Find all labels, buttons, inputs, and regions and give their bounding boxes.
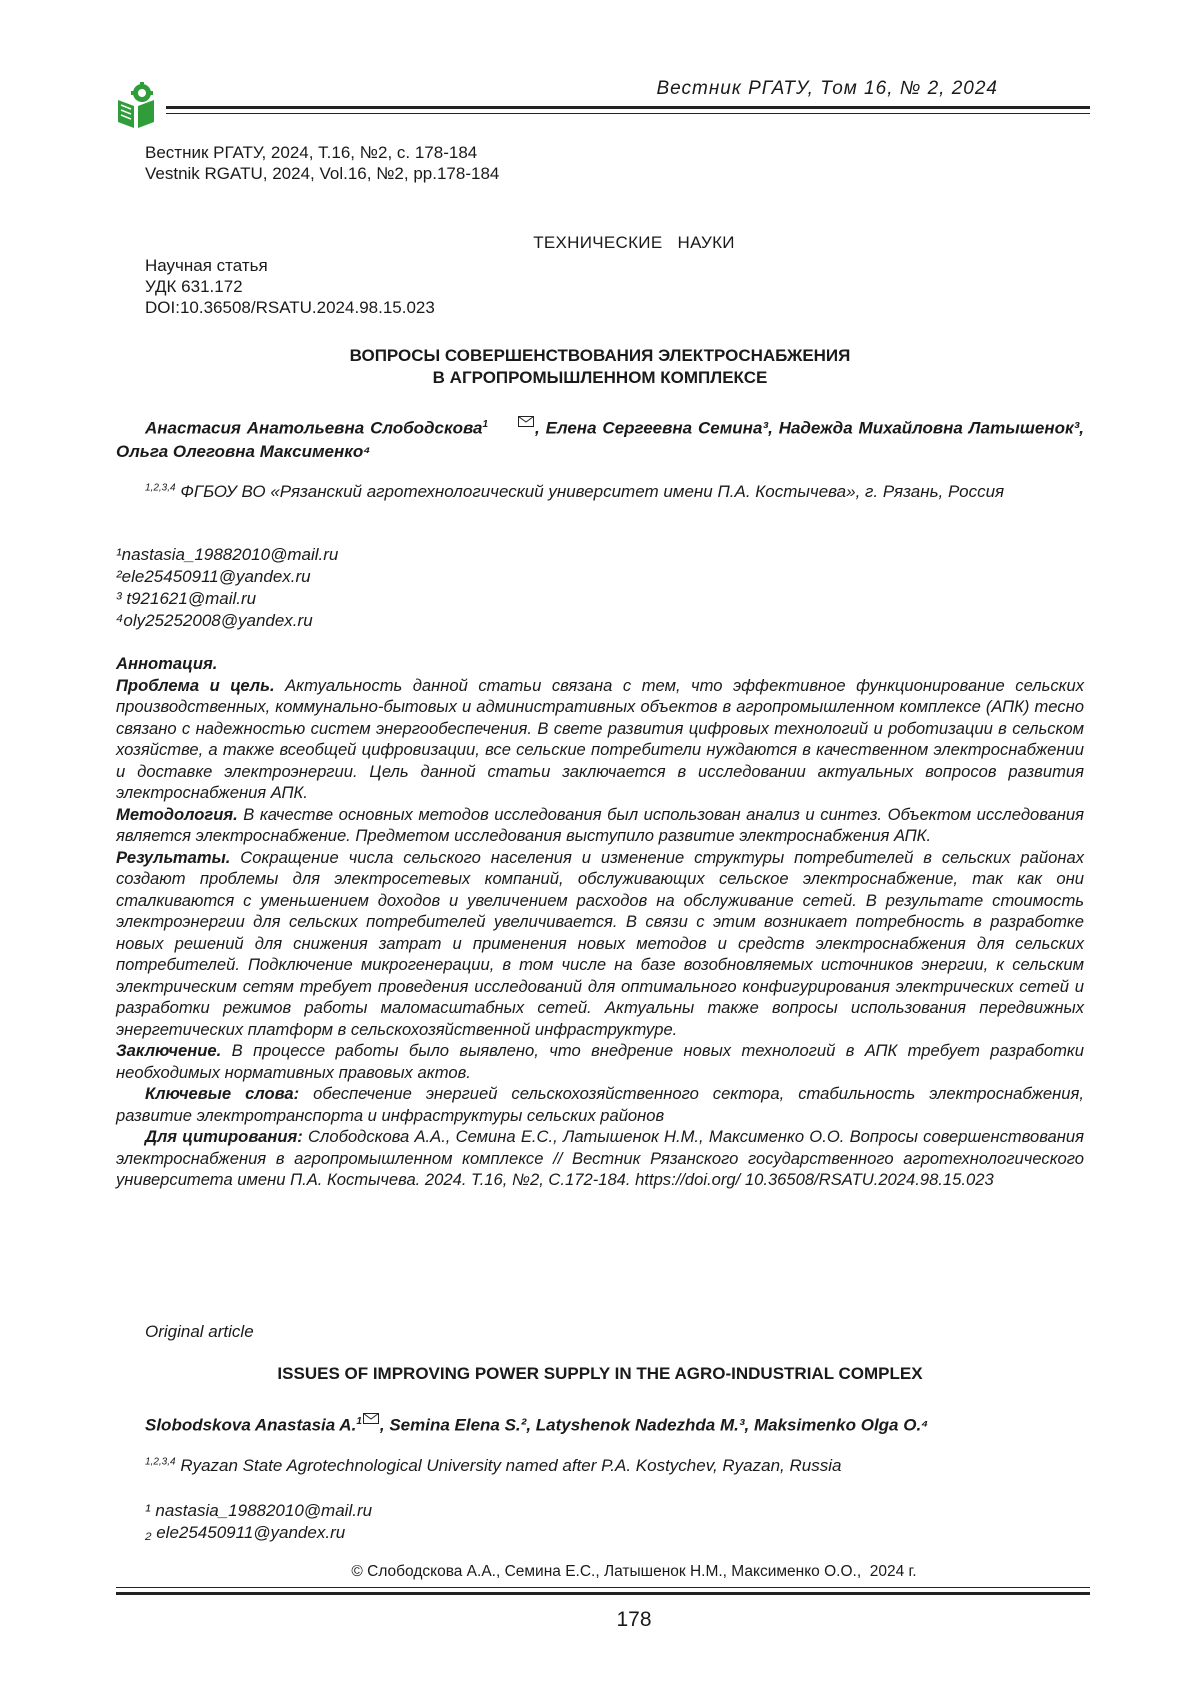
citation-en: Vestnik RGATU, 2024, Vol.16, №2, pp.178-184 (145, 164, 500, 183)
page-number: 178 (616, 1608, 652, 1631)
title-ru-line2: В АГРОПРОМЫШЛЕННОМ КОМПЛЕКСЕ (432, 368, 768, 387)
affiliation-en-text: Ryazan State Agrotechnological University named after P.A. Kostychev, Ryazan, Russia (175, 1456, 842, 1475)
keywords-label: Ключевые слова: (145, 1084, 300, 1103)
abstract-heading: Аннотация. (116, 654, 218, 673)
email-1: ¹nastasia_19882010@mail.ru (116, 545, 339, 564)
conclusion-label: Заключение. (116, 1041, 222, 1060)
results-label: Результаты. (116, 847, 231, 867)
email-4: ⁴oly25252008@yandex.ru (116, 611, 313, 630)
header-rule-thick (166, 106, 1090, 109)
journal-logo-icon (116, 82, 156, 130)
method-label: Методология. (116, 804, 238, 824)
affiliation-en (145, 1456, 841, 1476)
email-3: ³ t921621@mail.ru (116, 589, 257, 608)
footer-rule-thick (116, 1592, 1090, 1595)
keywords-text: обеспечение энергией сельскохозяйственного сектора, стабильность электроснабжения, развитие электротранспорта и инфраструктуры сельских районов (116, 1084, 1084, 1125)
email-en-2: ₂ ele25450911@yandex.ru (145, 1523, 346, 1542)
article-title-en: ISSUES OF IMPROVING POWER SUPPLY IN THE AGRO-INDUSTRIAL COMPLEX (277, 1364, 923, 1383)
affiliation-ru (116, 480, 1084, 503)
results-text: Сокращение числа сельского населения и изменение структуры потребителей в сельских районах создают проблемы для электросетевых компаний, обслуживающих сельское электроснабжение, так как они сталкиваются с уменьшением доходов и увеличением расходов на обслуживание сетей. В результате стоимость электроэнергии для сельских потребителей увеличивается. В связи с этим возникает потребность в разработке новых решений для снижения затрат и применения новых методов и средств электроснабжения для сельских потребителей. Подключение микрогенерации, в том числе на базе возобновляемых источников энергии, к сельским электрическим сетям требует проведения исследований для оптимального конфигурирования электрических сетей и разработки режимов работы маломасштабных сетей. Актуальны также вопросы использования передвижных энергетических платформ в сельскохозяйственной инфраструктуре. (116, 847, 1084, 1039)
copyright: © Слободскова А.А., Семина Е.С., Латышенок Н.М., Максименко О.О., 2024 г. (351, 1563, 917, 1580)
problem-label: Проблема и цель. (116, 675, 275, 695)
footer-rule-thin (116, 1587, 1090, 1588)
citation-ru: Вестник РГАТУ, 2024, Т.16, №2, с. 178-184 (145, 143, 478, 162)
envelope-icon (363, 1409, 379, 1429)
authors-ru (116, 410, 1084, 463)
cite-text: Слободскова А.А., Семина Е.С., Латышенок Н.М., Максименко О.О. Вопросы совершенствования электроснабжения в агропромышленном комплексе // Вестник Рязанского государственного агротехнологического университета имени П.А. Костычева. 2024. Т.16, №2, С.172-184. https://doi.org/ 10.36508/RSATU.2024.98.15.023 (116, 1127, 1084, 1189)
affiliation-en-sup: 1,2,3,4 (145, 1456, 176, 1468)
cite-label: Для цитирования: (145, 1127, 303, 1146)
abstract (116, 653, 1084, 1191)
email-en-1: ¹ nastasia_19882010@mail.ru (145, 1501, 373, 1520)
problem-text: Актуальность данной статьи связана с тем, что эффективное функционирование сельских производственных, коммунально-бытовых и административных объектов в агропромышленном комплексе (АПК) тесно связано с надежностью систем энергообеспечения. В свете развития цифровых технологий и роботизации в сельском хозяйстве, а также всеобщей цифровизации, все сельские потребители нуждаются в качественном электроснабжении и доставке электроэнергии. Цель данной статьи заключается в исследовании актуальных вопросов развития электроснабжения АПК. (116, 675, 1085, 802)
author-1-sup: 1 (482, 419, 489, 430)
doi: DOI:10.36508/RSATU.2024.98.15.023 (145, 298, 435, 317)
affiliation-sup: 1,2,3,4 (145, 482, 176, 494)
article-type-en: Original article (145, 1322, 254, 1341)
author-1-en-sup: 1 (356, 1416, 362, 1427)
section-label: ТЕХНИЧЕСКИЕ НАУКИ (533, 233, 735, 252)
udc: УДК 631.172 (145, 277, 243, 296)
authors-en-rest: , Semina Elena S.², Latyshenok Nadezhda M.³, Maksimenko Olga O.⁴ (379, 1415, 929, 1435)
author-1: Анастасия Анатольевна Слободскова (145, 418, 483, 438)
article-type: Научная статья (145, 256, 268, 275)
method-text: В качестве основных методов исследования был использован анализ и синтез. Объектом исследования является электроснабжение. Предметом исследования выступило развитие электроснабжения АПК. (116, 804, 1084, 845)
conclusion-text: В процессе работы было выявлено, что внедрение новых технологий в АПК требует разработки необходимых нормативных правовых актов. (116, 1041, 1084, 1082)
author-1-en: Slobodskova Anastasia A. (145, 1415, 357, 1435)
affiliation-text: ФГБОУ ВО «Рязанский агротехнологический университет имени П.А. Костычева», г. Рязань, Россия (175, 482, 1005, 501)
journal-running-title: Вестник РГАТУ, Том 16, № 2, 2024 (656, 78, 998, 99)
header-rule-thin (166, 113, 1090, 114)
title-ru-line1: ВОПРОСЫ СОВЕРШЕНСТВОВАНИЯ ЭЛЕКТРОСНАБЖЕНИЯ (349, 346, 851, 365)
email-2: ²ele25450911@yandex.ru (116, 567, 311, 586)
envelope-icon (489, 410, 534, 433)
article-title-ru (116, 345, 1084, 389)
authors-en (145, 1409, 928, 1436)
authors-rest: , Елена Сергеевна Семина³, Надежда Михайловна Латышенок³, Ольга Олеговна Максименко⁴ (116, 418, 1084, 461)
